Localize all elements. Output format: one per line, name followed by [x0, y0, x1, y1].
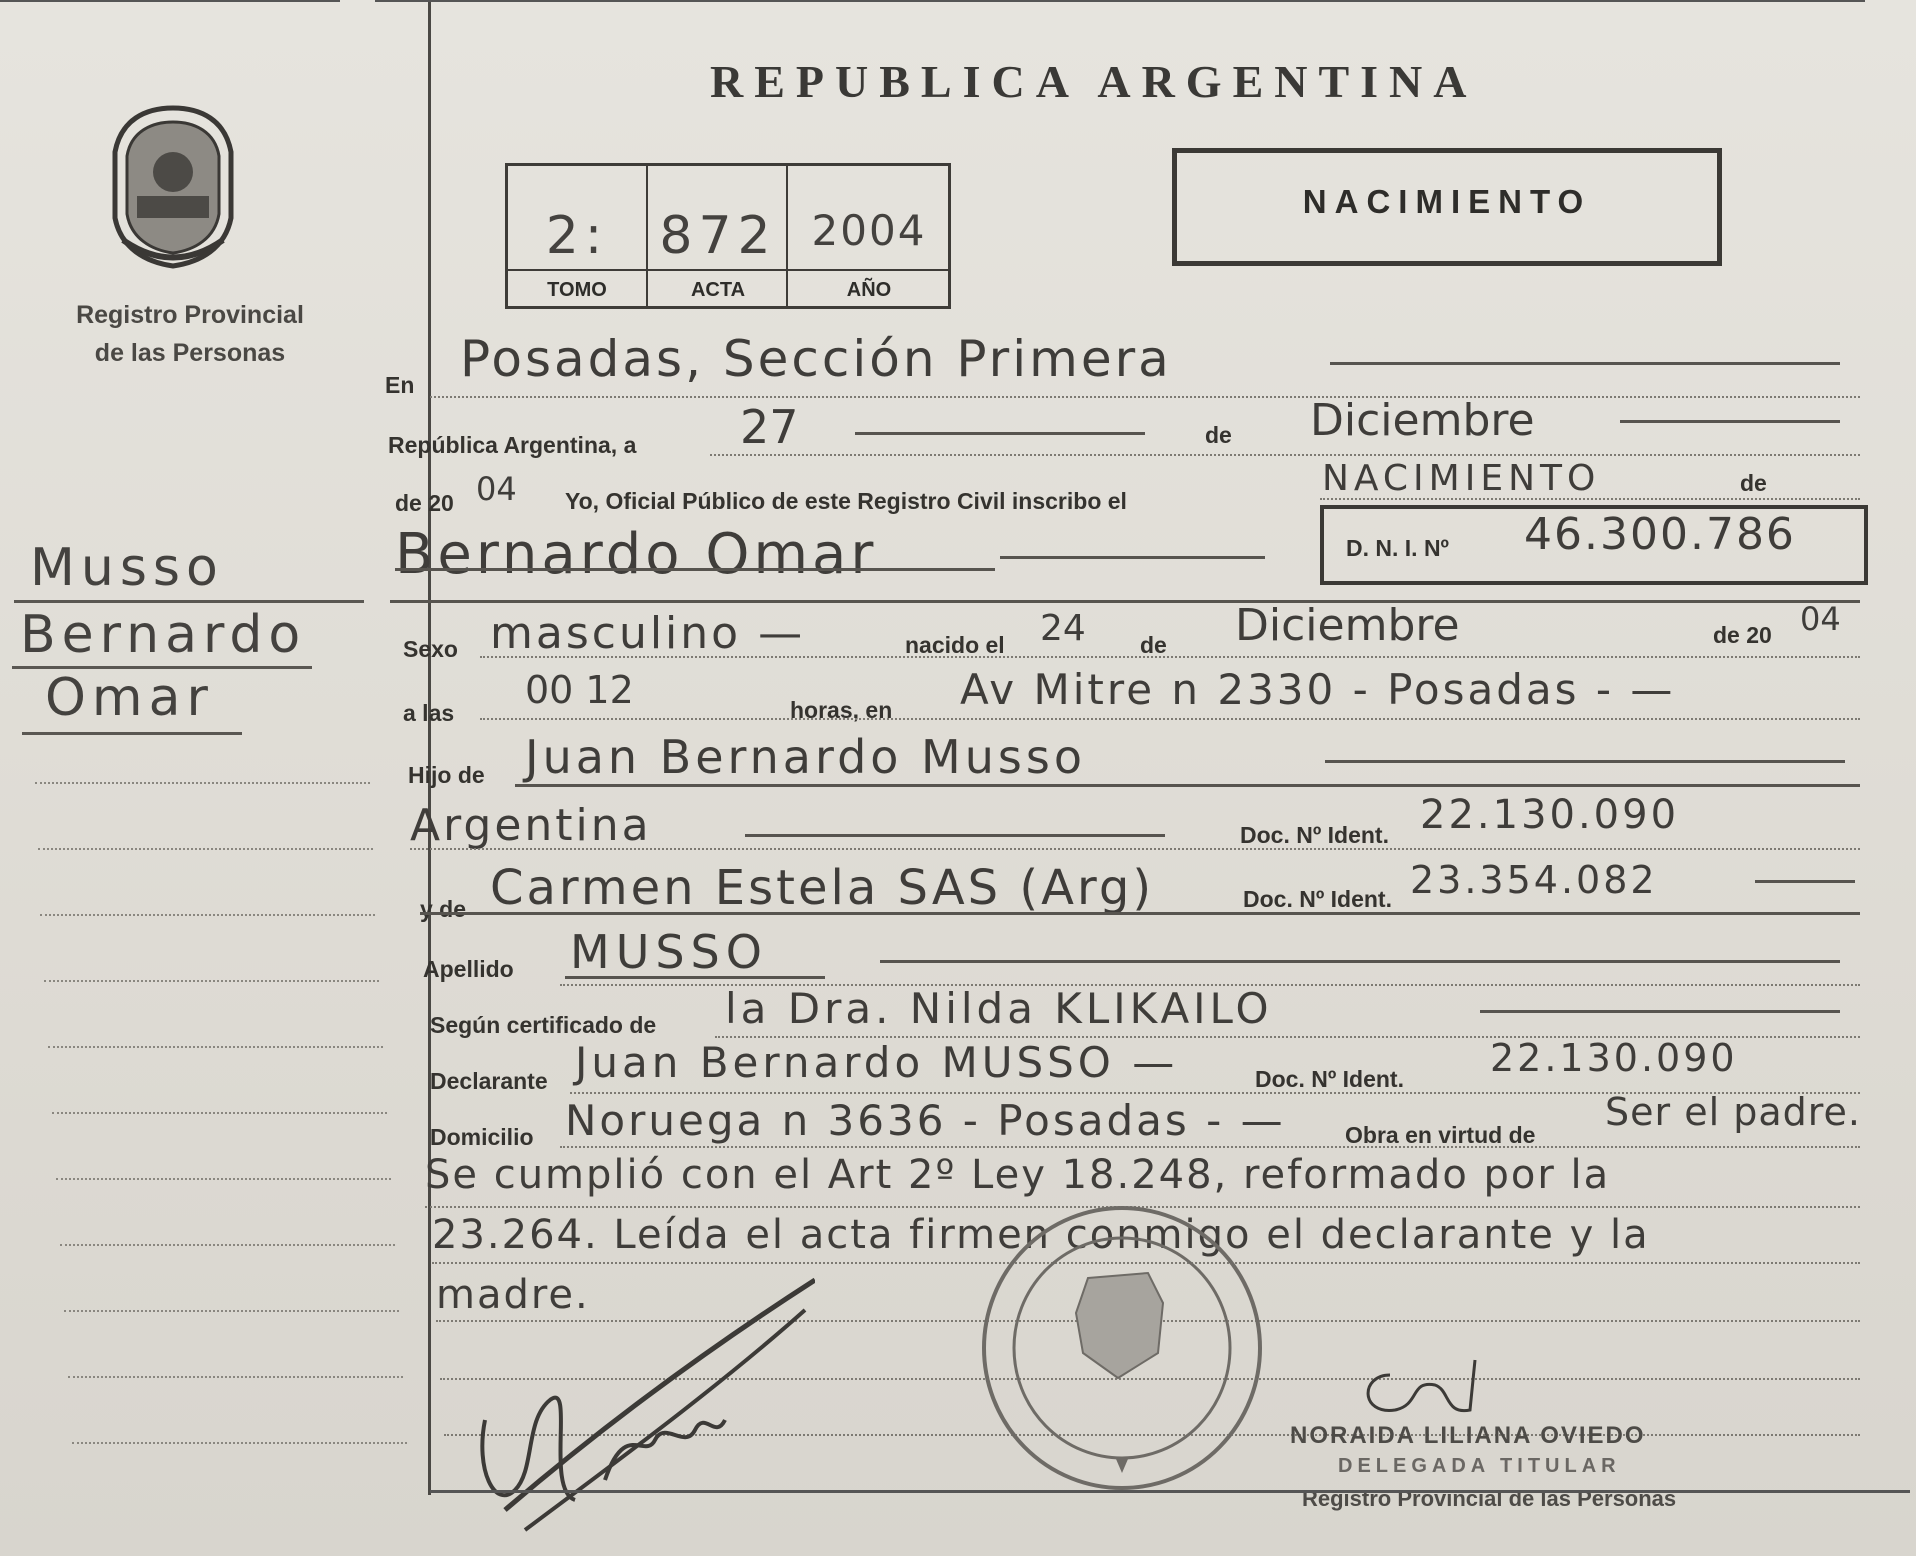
notes-line-2: 23.264. Leída el acta firmen conmigo el declarante y la [432, 1212, 1650, 1258]
stub-rule [14, 600, 364, 603]
line-dots [430, 396, 1860, 398]
line-dots [480, 718, 1860, 720]
line-solid [1620, 420, 1840, 423]
hour-value: 00 12 [525, 668, 634, 712]
bottom-border [430, 1490, 1910, 1493]
line-solid [395, 568, 995, 571]
sexo-label: Sexo [403, 636, 458, 662]
nacido-label: nacido el [905, 632, 1005, 658]
apellido-value: MUSSO [570, 925, 768, 979]
de-label-2: de [1740, 470, 1767, 496]
obra-label: Obra en virtud de [1345, 1122, 1536, 1148]
stub-top-border [0, 0, 340, 2]
acta-value: 872 [659, 206, 777, 266]
domicilio-value: Noruega n 3636 - Posadas - — [565, 1096, 1286, 1145]
official-stamp-icon [978, 1203, 1266, 1493]
line-solid [515, 784, 1860, 787]
year-value: 04 [476, 470, 517, 508]
sexo-value: masculino — [490, 608, 806, 659]
declarante-value: Juan Bernardo MUSSO — [575, 1038, 1179, 1087]
ano-label: AÑO [788, 269, 950, 302]
provincial-seal-icon [103, 100, 243, 270]
republica-label: República Argentina, a [388, 432, 637, 458]
year-prefix-label: de 20 [395, 490, 454, 516]
doc-label-2: Doc. Nº Ident. [1243, 886, 1392, 912]
section-divider [390, 600, 1860, 603]
stub-line [40, 914, 375, 916]
apellido-label: Apellido [423, 956, 514, 982]
declarant-signature-icon [455, 1270, 815, 1540]
org-name-line2: de las Personas [94, 339, 286, 367]
stub-line [60, 1244, 395, 1246]
notes-line-1: Se cumplió con el Art 2º Ley 18.248, reformado por la [425, 1152, 1611, 1198]
mother-value: Carmen Estela SAS (Arg) [490, 860, 1155, 916]
stub-line [48, 1046, 383, 1048]
line-dots [710, 454, 1860, 456]
stub-second-name: Omar [45, 668, 214, 728]
officer-name: NORAIDA LILIANA OVIEDO [1290, 1422, 1646, 1449]
stub-line [38, 848, 373, 850]
act-type-box [1172, 148, 1722, 266]
line-solid [1330, 362, 1840, 365]
tomo-value: 2: [545, 206, 609, 266]
line-solid [745, 834, 1165, 837]
acta-cell [646, 166, 788, 306]
obra-value: Ser el padre. [1605, 1090, 1861, 1134]
line-solid [880, 960, 1840, 963]
tomo-label: TOMO [508, 269, 646, 302]
line-solid [1755, 880, 1855, 883]
yde-label: y de [420, 896, 467, 922]
country-title: REPUBLICA ARGENTINA [710, 56, 1478, 107]
line-solid [855, 432, 1145, 435]
stub-surname: Musso [30, 538, 224, 598]
org-name-line1: Registro Provincial [76, 301, 304, 329]
mother-doc-value: 23.354.082 [1410, 858, 1658, 902]
officer-text: Yo, Oficial Público de este Registro Civil inscribo el [565, 488, 1127, 514]
registry-numbers-box [505, 163, 951, 309]
event-value: NACIMIENTO [1322, 458, 1601, 499]
birth-year-value: 04 [1800, 600, 1841, 638]
line-dots [560, 1146, 1860, 1148]
de-label-3: de [1140, 632, 1167, 658]
line-dots [1320, 498, 1860, 500]
horas-label: horas, en [790, 697, 893, 723]
stub-line [68, 1376, 403, 1378]
month-value: Diciembre [1310, 395, 1535, 446]
place-value: Posadas, Sección Primera [460, 330, 1172, 388]
line-solid [1480, 1010, 1840, 1013]
declarante-label: Declarante [430, 1068, 548, 1094]
hijo-label: Hijo de [408, 762, 485, 788]
stub-line [72, 1442, 407, 1444]
father-value: Juan Bernardo Musso [525, 730, 1086, 784]
birth-day-value: 24 [1040, 608, 1086, 649]
doc-label-3: Doc. Nº Ident. [1255, 1066, 1404, 1092]
father-nationality-value: Argentina [410, 800, 652, 851]
line-dots [480, 656, 1860, 658]
declarante-doc-value: 22.130.090 [1490, 1036, 1738, 1080]
doc-label: Doc. Nº Ident. [1240, 822, 1389, 848]
act-type: NACIMIENTO [1302, 183, 1592, 220]
officer-org: Registro Provincial de las Personas [1302, 1486, 1677, 1511]
stub-line [35, 782, 370, 784]
officer-signature-icon [1350, 1355, 1500, 1425]
day-value: 27 [740, 400, 799, 454]
dni-label: D. N. I. Nº [1346, 535, 1449, 561]
stub-line [44, 980, 379, 982]
dni-value: 46.300.786 [1524, 509, 1796, 560]
birth-place-value: Av Mitre n 2330 - Posadas - — [960, 665, 1676, 714]
notes-line-3: madre. [436, 1272, 590, 1318]
birth-month-value: Diciembre [1235, 600, 1460, 651]
stub-line [52, 1112, 387, 1114]
stub-line [56, 1178, 391, 1180]
stub-column [0, 0, 431, 1495]
child-name-value: Bernardo Omar [395, 522, 878, 587]
dni-box [1320, 505, 1868, 585]
de20-label: de 20 [1713, 622, 1772, 648]
ano-value: 2004 [811, 206, 927, 255]
stub-first-name: Bernardo [20, 605, 307, 665]
acta-label: ACTA [648, 269, 788, 302]
tomo-cell [508, 166, 646, 306]
main-top-border [375, 0, 1865, 2]
line-solid [565, 976, 825, 979]
officer-role: DELEGADA TITULAR [1338, 1455, 1621, 1477]
de-label: de [1205, 422, 1232, 448]
line-dots [410, 848, 1860, 850]
line-solid [1000, 556, 1265, 559]
alas-label: a las [403, 700, 455, 726]
stub-rule [22, 732, 242, 735]
domicilio-label: Domicilio [430, 1124, 534, 1150]
father-doc-value: 22.130.090 [1420, 792, 1680, 838]
registry-org-name [40, 296, 340, 372]
certifier-value: la Dra. Nilda KLIKAILO [725, 984, 1273, 1033]
en-label: En [385, 372, 415, 398]
ano-cell [786, 166, 950, 306]
line-solid [420, 912, 1860, 915]
stub-line [64, 1310, 399, 1312]
segun-label: Según certificado de [430, 1012, 657, 1038]
line-solid [1325, 760, 1845, 763]
